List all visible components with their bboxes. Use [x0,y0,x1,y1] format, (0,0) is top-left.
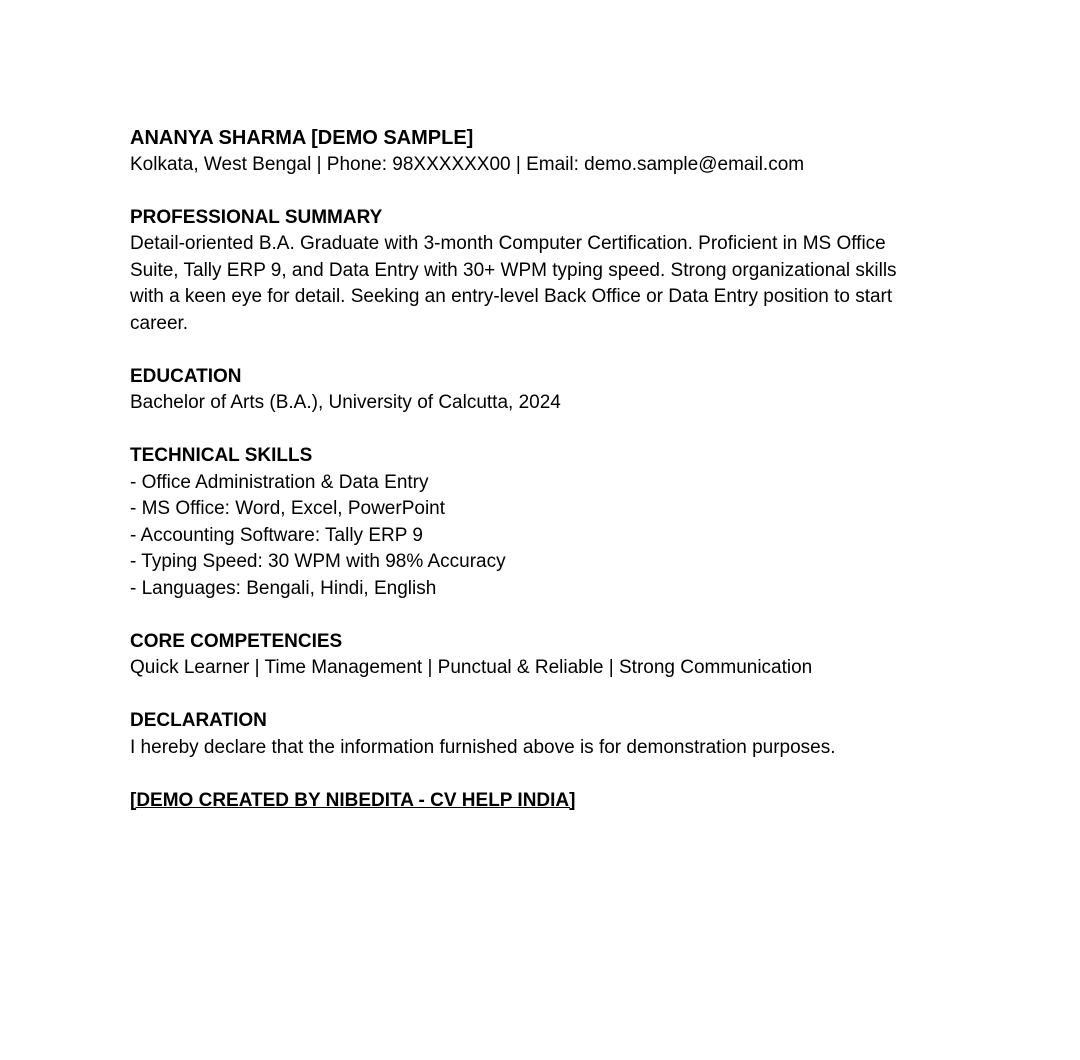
skill-item: - Accounting Software: Tally ERP 9 [130,524,423,546]
section-gap [130,761,960,788]
skill-item: - MS Office: Word, Excel, PowerPoint [130,498,446,519]
competencies-text: Quick Learner | Time Management | Punctual & Reliable | Strong Communication [130,657,813,678]
skills-heading: TECHNICAL SKILLS [130,445,313,466]
skill-item: - Typing Speed: 30 WPM with 98% Accuracy [130,551,506,572]
skill-item: - Languages: Bengali, Hindi, English [130,577,437,599]
contact-line: Kolkata, West Bengal | Phone: 98XXXXXX00 | Email: demo.sample@email.com [130,153,805,175]
candidate-name: ANANYA SHARMA [DEMO SAMPLE] [130,127,474,149]
summary-heading: PROFESSIONAL SUMMARY [130,206,383,228]
section-gap [130,337,960,364]
education-entry: Bachelor of Arts (B.A.), University of Calcutta, 2024 [130,392,561,413]
section-gap [130,178,960,205]
skill-item: - Office Administration & Data Entry [130,471,429,493]
section-gap [130,602,960,629]
competencies-heading: CORE COMPETENCIES [130,630,343,652]
summary-line: Detail-oriented B.A. Graduate with 3-month Computer Certification. Proficient in MS Office [130,233,886,254]
summary-line: Suite, Tally ERP 9, and Data Entry with 30+ WPM typing speed. Strong organizational skills [130,259,897,281]
education-heading: EDUCATION [130,365,242,387]
credit-link[interactable]: [DEMO CREATED BY NIBEDITA - CV HELP INDIA] [130,789,576,811]
summary-line: with a keen eye for detail. Seeking an entry-level Back Office or Data Entry position to start [130,286,893,307]
summary-line: career. [130,312,189,334]
declaration-text: I hereby declare that the information furnished above is for demonstration purposes. [130,736,836,758]
section-gap [130,682,960,709]
section-gap [130,417,960,444]
declaration-heading: DECLARATION [130,710,267,731]
resume-document [130,125,960,814]
